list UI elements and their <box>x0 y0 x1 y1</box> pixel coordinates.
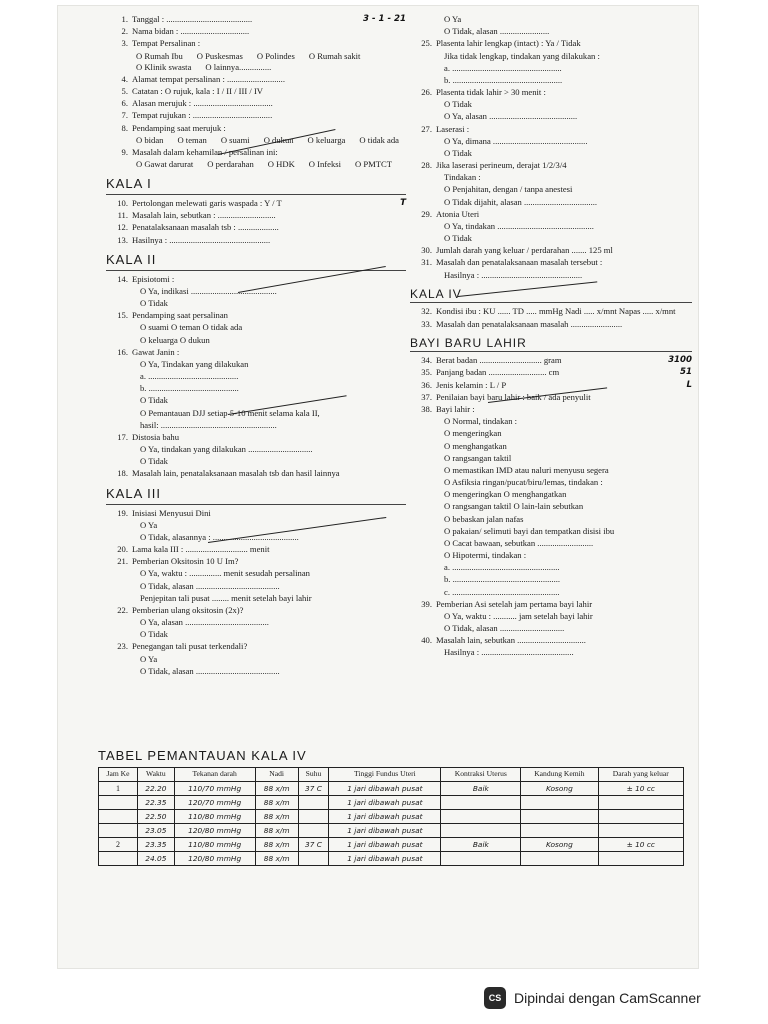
table-row <box>99 796 684 810</box>
form-option-line: O Tidak <box>444 99 472 110</box>
form-item <box>106 38 406 49</box>
table-row <box>99 852 684 866</box>
table-cell: 1 jari dibawah pusat <box>329 852 441 866</box>
form-option-line: O Tidak dijahit, alasan .................................. <box>444 196 598 207</box>
item-text: Pendamping saat persalinan <box>132 310 228 321</box>
item-number: 26. <box>421 87 432 98</box>
item-number: 38. <box>421 404 432 414</box>
checkbox-option[interactable]: O bidan <box>136 134 164 145</box>
form-option-line: O pakaian/ selimuti bayi dan tempatkan disisi ibu <box>444 525 615 536</box>
table-cell: Kosong <box>521 838 598 852</box>
scanned-form-page <box>58 6 698 968</box>
item-text: Masalah dalam kehamilan / persalinan ini: <box>132 146 278 157</box>
form-item <box>106 222 406 233</box>
form-item <box>106 198 406 209</box>
form-option-line: O Ya, tindakan ............................................. <box>444 220 594 231</box>
form-item <box>410 355 692 366</box>
form-option-line: O Asfiksia ringan/pucat/biru/lemas, tindakan : <box>444 477 603 488</box>
item-number: 15. <box>117 310 128 321</box>
checkbox-option[interactable]: O tidak ada <box>359 134 399 145</box>
item-number: 30. <box>421 245 432 256</box>
item-number: 14. <box>117 273 128 284</box>
form-option-line: a. .................................................. <box>444 562 560 573</box>
checkbox-option[interactable]: O keluarga <box>307 134 346 145</box>
form-item <box>106 508 406 519</box>
table-cell: 1 <box>99 782 138 796</box>
form-item <box>410 599 692 610</box>
item-text: Panjang badan ........................... cm <box>436 367 560 378</box>
form-option-line: O memastikan IMD atau naluri menyusu segera <box>444 464 609 475</box>
checkbox-option[interactable]: O dukun <box>263 134 294 145</box>
checkbox-option[interactable]: O suami <box>220 134 250 145</box>
table-cell: 1 jari dibawah pusat <box>329 824 441 838</box>
table-cell: 1 jari dibawah pusat <box>329 796 441 810</box>
table-header-cell: Tinggi Fundus Uteri <box>329 768 441 782</box>
item-text: Plasenta lahir lengkap (intact) : Ya / Tidak <box>436 38 581 49</box>
table-cell <box>598 824 683 838</box>
form-item <box>106 556 406 567</box>
form-option-line: O Ya, dimana ............................................ <box>444 135 588 146</box>
item-text: Masalah lain, penatalaksanaan masalah tsb dan hasil lainnya <box>132 468 340 479</box>
item-text: Distosia bahu <box>132 431 180 442</box>
table-cell: Baik <box>441 782 521 796</box>
handwritten-answer: T <box>400 198 406 209</box>
table-row <box>99 838 684 852</box>
item-text: Hasilnya : ............................................... <box>132 234 271 245</box>
item-number: 22. <box>117 604 128 615</box>
form-option-line: b. .......................................... <box>140 383 239 394</box>
form-option-line: Hasilnya : ............................................... <box>444 269 583 280</box>
form-item <box>106 347 406 358</box>
item-text: Tempat rujukan : ..................................... <box>132 110 273 121</box>
checkbox-option[interactable]: O PMTCT <box>355 159 393 170</box>
table-cell <box>298 852 329 866</box>
table-cell: 88 x/m <box>255 838 298 852</box>
handwritten-answer: 3 - 1 - 21 <box>362 14 406 24</box>
handwritten-answer: 51 <box>680 367 692 378</box>
table-cell <box>598 810 683 824</box>
form-option-line: O Ya, alasan ....................................... <box>140 617 269 628</box>
form-option-line: O Normal, tindakan : <box>444 416 518 427</box>
form-option-line: O Ya, tindakan yang dilakukan .............................. <box>140 444 313 455</box>
form-option-line: O Cacat bawaan, sebutkan .......................... <box>444 537 594 548</box>
item-number: 17. <box>117 431 128 442</box>
table-cell: Baik <box>441 838 521 852</box>
table-header-cell: Waktu <box>138 768 175 782</box>
form-option-line: O Tidak, alasan ....................................... <box>140 580 280 591</box>
table-cell: 22.35 <box>138 796 175 810</box>
checkbox-option[interactable]: O teman <box>177 134 207 145</box>
form-item <box>106 641 406 652</box>
table-cell: 88 x/m <box>255 810 298 824</box>
form-option-line: b. .................................................. <box>444 574 561 585</box>
table-cell: 22.50 <box>138 810 175 824</box>
form-item <box>106 123 406 134</box>
form-option-line: O Ya, Tindakan yang dilakukan <box>140 358 249 369</box>
table-cell: 23.35 <box>138 838 175 852</box>
form-item <box>106 98 406 109</box>
section-heading-kala-1: KALA I <box>106 176 406 195</box>
item-text: Penilaian bayi baru lahir : baik / ada penyulit <box>436 391 591 402</box>
item-text: Catatan : O rujuk, kala : I / II / III / IV <box>132 86 264 97</box>
item-number: 20. <box>117 544 128 555</box>
checkbox-option[interactable]: O Rumah sakit <box>308 50 361 61</box>
table-cell <box>99 824 138 838</box>
option-group <box>106 135 406 146</box>
table-cell: 120/80 mmHg <box>174 852 255 866</box>
form-option-line: Hasilnya : ........................................... <box>444 647 574 658</box>
table-cell <box>441 810 521 824</box>
table-row <box>99 810 684 824</box>
form-option-line: O Ya, waktu : ............... menit sesudah persalinan <box>140 568 310 579</box>
form-option-line: O Ya <box>140 519 158 530</box>
form-item <box>106 74 406 85</box>
form-option-line: O suami O teman O tidak ada <box>140 322 243 333</box>
item-number: 21. <box>117 556 128 567</box>
item-text: Episiotomi : <box>132 273 175 284</box>
form-option-line: O Ya, alasan ......................................... <box>444 111 578 122</box>
item-text: Bayi lahir : <box>436 404 475 414</box>
table-cell <box>99 852 138 866</box>
table-cell <box>99 810 138 824</box>
option-group <box>106 51 406 73</box>
table-cell: 88 x/m <box>255 824 298 838</box>
table-cell: 37 C <box>298 782 329 796</box>
checkbox-option[interactable]: O HDK <box>267 159 295 170</box>
item-text: Berat badan ............................. gram <box>436 355 562 366</box>
form-item <box>410 635 692 646</box>
item-text: Alamat tempat persalinan : ........................... <box>132 73 285 84</box>
table-cell <box>441 796 521 810</box>
table-cell <box>521 824 598 838</box>
form-option-line: O Tidak <box>140 456 168 467</box>
form-item <box>106 110 406 121</box>
item-number: 18. <box>117 468 128 479</box>
handwritten-answer: L <box>686 379 692 390</box>
table-header-cell: Darah yang keluar <box>598 768 683 782</box>
checkbox-option[interactable]: O Gawat darurat <box>136 159 194 170</box>
form-option-line: O Tidak, alasannya : ........................................ <box>140 531 299 542</box>
form-option-line: O rangsangan taktil <box>444 452 512 463</box>
table-cell: 120/80 mmHg <box>174 824 255 838</box>
form-option-line: a. .......................................... <box>140 371 239 382</box>
form-item <box>106 310 406 321</box>
table-cell: 88 x/m <box>255 852 298 866</box>
item-number: 25. <box>421 38 432 49</box>
item-number: 31. <box>421 257 432 268</box>
item-number: 35. <box>421 367 432 378</box>
section-heading-bayi-baru-lahir: BAYI BARU LAHIR <box>410 336 692 353</box>
item-text: Masalah lain, sebutkan : ........................... <box>132 210 276 221</box>
table-cell: 1 jari dibawah pusat <box>329 810 441 824</box>
item-number: 39. <box>421 598 432 609</box>
item-number: 19. <box>117 507 128 518</box>
form-option-line: O Tidak <box>140 298 168 309</box>
item-number: 7. <box>121 110 128 121</box>
form-item <box>106 14 406 25</box>
form-option-line: O mengeringkan O menghangatkan <box>444 489 567 500</box>
table-cell <box>598 852 683 866</box>
form-option-line: Jika tidak lengkap, tindakan yang dilakukan : <box>444 50 600 61</box>
item-text: Masalah dan penatalaksanaan masalah ........................ <box>436 318 623 329</box>
table-cell: 24.05 <box>138 852 175 866</box>
form-option-line: O Tidak, alasan ....................... <box>444 26 550 37</box>
form-item <box>106 605 406 616</box>
table-row <box>99 824 684 838</box>
item-text: Pendamping saat merujuk : <box>132 122 226 133</box>
item-text: Kondisi ibu : KU ...... TD ..... mmHg Nadi ..... x/mnt Napas ..... x/mnt <box>436 306 676 317</box>
form-option-line: O Tidak <box>140 629 168 640</box>
table-cell: 88 x/m <box>255 782 298 796</box>
item-number: 5. <box>121 86 128 97</box>
item-number: 27. <box>421 123 432 134</box>
camscanner-label: Dipindai dengan CamScanner <box>514 990 701 1006</box>
form-option-line: Tindakan : <box>444 172 481 183</box>
table-cell <box>521 796 598 810</box>
item-number: 2. <box>121 26 128 37</box>
item-text: Lama kala III : ............................. menit <box>132 544 270 555</box>
table-header-cell: Jam Ke <box>99 768 138 782</box>
table-cell <box>521 852 598 866</box>
table-header-cell: Suhu <box>298 768 329 782</box>
item-number: 36. <box>421 379 432 390</box>
table-cell <box>99 796 138 810</box>
form-item <box>106 468 406 479</box>
form-item <box>106 86 406 97</box>
table-cell <box>298 824 329 838</box>
option-group <box>106 159 406 170</box>
form-option-line: O Tidak <box>444 233 472 244</box>
form-option-line: hasil: ...................................................... <box>140 419 277 430</box>
form-item <box>410 257 692 268</box>
table-cell: 110/70 mmHg <box>174 782 255 796</box>
form-option-line: O Tidak, alasan ....................................... <box>140 665 280 676</box>
item-text: Jika laserasi perineum, derajat 1/2/3/4 <box>436 160 567 171</box>
section-heading-kala-2: KALA II <box>106 252 406 271</box>
item-text: Alasan merujuk : ..................................... <box>132 98 273 109</box>
table-cell: 110/80 mmHg <box>174 810 255 824</box>
form-option-line: O Ya <box>140 653 158 664</box>
item-number: 3. <box>121 38 128 49</box>
form-item <box>410 380 692 391</box>
kala-iv-monitoring-table <box>98 767 684 866</box>
table-cell: 2 <box>99 838 138 852</box>
item-number: 10. <box>117 198 128 209</box>
monitoring-table-section <box>98 748 684 866</box>
section-heading-kala-3: KALA III <box>106 486 406 505</box>
form-item <box>106 432 406 443</box>
item-text: Penatalaksanaan masalah tsb : ................... <box>132 222 279 233</box>
table-cell <box>441 824 521 838</box>
form-item <box>410 404 692 415</box>
form-option-line: O menghangatkan <box>444 440 507 451</box>
item-number: 23. <box>117 641 128 652</box>
form-option-line: O keluarga O dukun <box>140 334 210 345</box>
item-number: 34. <box>421 355 432 366</box>
form-option-line: O Penjahitan, dengan / tanpa anestesi <box>444 184 573 195</box>
form-option-line: O bebaskan jalan nafas <box>444 513 524 524</box>
item-number: 6. <box>121 98 128 109</box>
form-item <box>410 160 692 171</box>
table-cell: 110/80 mmHg <box>174 838 255 852</box>
table-header-cell: Kandung Kemih <box>521 768 598 782</box>
item-text: Inisiasi Menyusui Dini <box>132 507 211 518</box>
item-number: 13. <box>117 234 128 245</box>
form-option-line: O rangsangan taktil O lain-lain sebutkan <box>444 501 584 512</box>
form-option-line: c. .................................................. <box>444 586 560 597</box>
form-option-line: O Tidak, alasan .............................. <box>444 623 565 634</box>
form-item <box>410 38 692 49</box>
form-item <box>410 367 692 378</box>
item-text: Atonia Uteri <box>436 208 480 219</box>
form-item <box>106 147 406 158</box>
checkbox-option[interactable]: O Puskesmas <box>196 50 243 61</box>
item-number: 33. <box>421 318 432 329</box>
item-text: Gawat Janin : <box>132 346 180 357</box>
item-number: 11. <box>117 210 128 221</box>
table-cell: 120/70 mmHg <box>174 796 255 810</box>
checkbox-option[interactable]: O Rumah Ibu <box>136 50 183 61</box>
item-text: Jenis kelamin : L / P <box>436 379 507 390</box>
item-number: 37. <box>421 391 432 402</box>
table-cell: 23.05 <box>138 824 175 838</box>
table-cell <box>298 810 329 824</box>
item-text: Laserasi : <box>436 123 470 134</box>
item-number: 16. <box>117 346 128 357</box>
form-option-line: O Tidak <box>444 147 472 158</box>
table-cell: 37 C <box>298 838 329 852</box>
right-column <box>410 14 692 660</box>
table-cell: 88 x/m <box>255 796 298 810</box>
table-cell: 1 jari dibawah pusat <box>329 782 441 796</box>
item-text: Masalah lain, sebutkan ................................ <box>436 635 586 646</box>
table-header-cell: Tekanan darah <box>174 768 255 782</box>
item-number: 9. <box>121 146 128 157</box>
table-title: TABEL PEMANTAUAN KALA IV <box>98 748 307 763</box>
table-cell: ± 10 cc <box>598 838 683 852</box>
table-cell <box>521 810 598 824</box>
item-text: Masalah dan penatalaksanaan masalah tersebut : <box>436 257 603 268</box>
item-text: Tempat Persalinan : <box>132 38 201 49</box>
camscanner-watermark <box>484 987 701 1009</box>
table-cell <box>598 796 683 810</box>
form-item <box>106 544 406 555</box>
item-number: 40. <box>421 635 432 646</box>
form-item <box>106 274 406 285</box>
form-item <box>410 87 692 98</box>
section-heading-kala-4: KALA IV <box>410 287 692 304</box>
form-option-line: O mengeringkan <box>444 428 502 439</box>
item-number: 8. <box>121 122 128 133</box>
table-header-cell: Nadi <box>255 768 298 782</box>
form-item <box>106 235 406 246</box>
form-item <box>106 210 406 221</box>
table-cell: ± 10 cc <box>598 782 683 796</box>
table-cell: 1 jari dibawah pusat <box>329 838 441 852</box>
left-column <box>106 14 406 678</box>
table-header-cell: Kontraksi Uterus <box>441 768 521 782</box>
form-option-line: O Ya, indikasi ........................................ <box>140 285 277 296</box>
form-item <box>410 209 692 220</box>
item-text: Plasenta tidak lahir > 30 menit : <box>436 87 546 98</box>
form-option-line: Penjepitan tali pusat ........ menit setelah bayi lahir <box>140 592 312 603</box>
checkbox-option[interactable]: O Infeksi <box>308 159 341 170</box>
form-item <box>410 124 692 135</box>
item-text: Penegangan tali pusat terkendali? <box>132 641 248 652</box>
table-cell: 22.20 <box>138 782 175 796</box>
form-option-line: O Tidak <box>140 395 168 406</box>
table-cell <box>298 796 329 810</box>
item-number: 29. <box>421 208 432 219</box>
item-number: 4. <box>121 73 128 84</box>
checkbox-option[interactable]: O perdarahan <box>207 159 254 170</box>
table-cell: Kosong <box>521 782 598 796</box>
form-item <box>410 245 692 256</box>
handwritten-answer: 3100 <box>668 355 692 366</box>
item-text: Nama bidan : ................................ <box>132 26 250 37</box>
item-text: Jumlah darah yang keluar / perdarahan ....... 125 ml <box>436 245 613 256</box>
checkbox-option[interactable]: O Klinik swasta <box>136 61 192 72</box>
item-text: Pemberian ulang oksitosin (2x)? <box>132 604 244 615</box>
form-option-line: O Hipotermi, tindakan : <box>444 550 527 561</box>
checkbox-option[interactable]: O Polindes <box>256 50 295 61</box>
item-text: Pemberian Oksitosin 10 U Im? <box>132 556 239 567</box>
form-item <box>410 306 692 317</box>
table-row <box>99 782 684 796</box>
item-number: 32. <box>421 306 432 317</box>
table-cell <box>441 852 521 866</box>
form-option-line: O Ya <box>444 14 462 24</box>
item-text: Pertolongan melewati garis waspada : Y / T <box>132 198 282 209</box>
item-number: 12. <box>117 222 128 233</box>
form-option-line: O Ya, waktu : ........... jam setelah bayi lahir <box>444 610 593 621</box>
form-option-line: a. ................................................... <box>444 62 562 73</box>
item-text: Pemberian Asi setelah jam pertama bayi lahir <box>436 598 593 609</box>
form-item <box>410 319 692 330</box>
form-option-line: O Pemantauan DJJ setiap 5-10 menit selama kala II, <box>140 407 320 418</box>
camscanner-logo-icon: CS <box>484 987 506 1009</box>
item-text: Tanggal : ........................................ <box>132 14 253 24</box>
item-number: 1. <box>121 14 128 24</box>
form-item <box>106 26 406 37</box>
form-option-line: b. ................................................... <box>444 74 563 85</box>
item-number: 28. <box>421 160 432 171</box>
checkbox-option[interactable]: O lainnya............... <box>205 61 272 72</box>
